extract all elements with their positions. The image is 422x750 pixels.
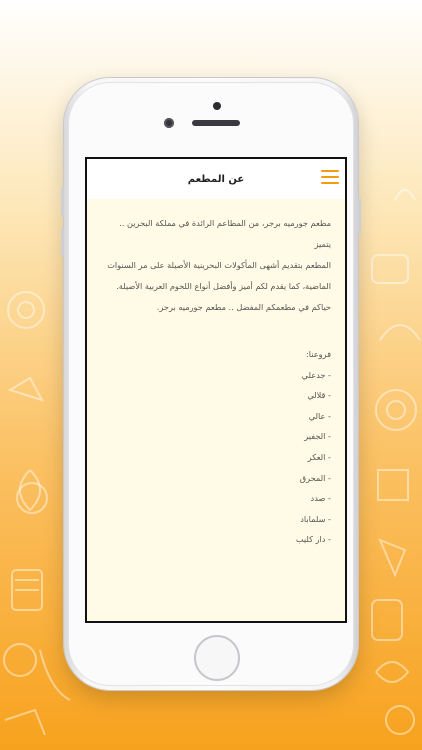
volume-up-button [61,188,64,216]
volume-down-button [61,228,64,256]
branch-item: - العكر [307,451,331,462]
branch-item: - الجفير [304,431,331,442]
hamburger-menu-icon[interactable] [321,170,339,184]
about-line: حياكم في مطعمكم المفضل .. مطعم جورميه برجر. [156,302,331,312]
about-text [101,213,331,318]
branches-title: فروعنا: [306,349,331,359]
power-button [358,198,361,234]
about-line: المطعم بتقديم أشهى المأكولات البحرينية الأصيلة على مر السنوات [107,260,331,270]
page-title: عن المطعم [187,173,245,185]
menu-bar [321,170,339,172]
home-button[interactable] [194,635,240,681]
branch-item: - سلماباد [300,513,331,524]
branch-item: - المحرق [299,472,331,483]
phone-frame [64,78,358,690]
app-header [87,159,345,199]
branch-item: - دار كليب [295,534,331,545]
phone-face [68,82,354,686]
menu-bar [321,182,339,184]
branches-list [101,344,331,550]
camera-dot [213,102,221,110]
front-camera [164,118,174,128]
earpiece-speaker [192,120,240,126]
branch-item: - جدعلي [301,369,331,380]
app-screen [85,157,347,623]
branch-item: - عالي [308,410,331,421]
about-line: مطعم جورميه برجر، من المطاعم الرائدة في مملكة البحرين .. يتميز [119,218,331,249]
menu-bar [321,176,339,178]
branch-item: - صدد [310,493,331,504]
branch-item: - قلالي [307,390,331,401]
about-line: الماضية، كما يقدم لكم أميز وأفضل أنواع اللحوم العربية الأصيلة. [116,281,331,291]
about-content [87,199,345,550]
